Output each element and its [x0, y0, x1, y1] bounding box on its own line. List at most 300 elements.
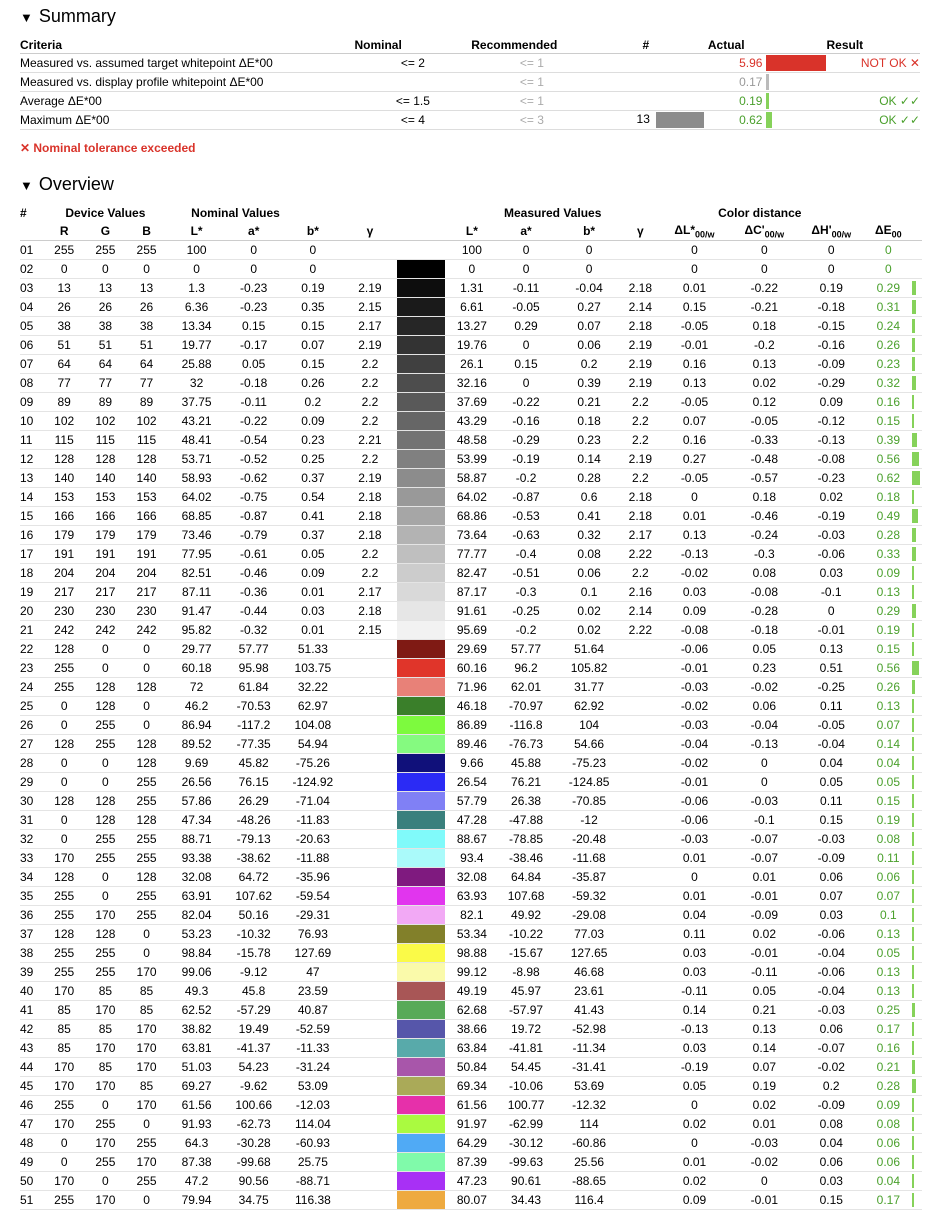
- cell-r: 89: [44, 393, 85, 412]
- cell-nom-l: 98.84: [167, 944, 226, 963]
- cell-r: 179: [44, 526, 85, 545]
- cell-dh: -0.13: [798, 431, 865, 450]
- cell-swatch: [395, 393, 447, 412]
- cell-nom-gamma: 2.18: [344, 488, 395, 507]
- cell-meas-a: -41.81: [496, 1039, 555, 1058]
- cell-dl: -0.19: [658, 1058, 731, 1077]
- collapse-triangle-icon[interactable]: ▼: [20, 178, 33, 193]
- cell-nom-gamma: [344, 1172, 395, 1191]
- color-swatch: [397, 583, 445, 601]
- cell-dl: 0: [658, 1134, 731, 1153]
- cell-swatch: [395, 1058, 447, 1077]
- collapse-triangle-icon[interactable]: ▼: [20, 10, 33, 25]
- cell-meas-l: 93.4: [447, 849, 496, 868]
- cell-meas-l: 77.77: [447, 545, 496, 564]
- de-bar: [912, 699, 914, 713]
- cell-meas-gamma: 2.19: [623, 355, 659, 374]
- cell-g: 255: [85, 241, 126, 260]
- cell-b: 13: [126, 279, 167, 298]
- cell-dc: 0: [731, 241, 798, 260]
- summary-bar: [766, 55, 826, 71]
- cell-num: 47: [20, 1115, 44, 1134]
- cell-meas-a: -0.2: [496, 469, 555, 488]
- cell-b: 0: [126, 925, 167, 944]
- cell-g: 102: [85, 412, 126, 431]
- cell-dl: 0.02: [658, 1172, 731, 1191]
- cell-b: 255: [126, 887, 167, 906]
- cell-r: 140: [44, 469, 85, 488]
- cell-g: 85: [85, 1058, 126, 1077]
- cell-r: 255: [44, 963, 85, 982]
- cell-swatch: [395, 963, 447, 982]
- cell-dh: 0.04: [798, 754, 865, 773]
- cell-nom-l: 13.34: [167, 317, 226, 336]
- overview-row: [20, 811, 922, 830]
- color-swatch: [397, 393, 445, 411]
- cell-nom-b: 0.09: [281, 412, 344, 431]
- color-swatch: [397, 336, 445, 354]
- cell-nom-l: 26.56: [167, 773, 226, 792]
- cell-meas-l: 0: [447, 260, 496, 279]
- cell-g: 191: [85, 545, 126, 564]
- cell-swatch: [395, 1096, 447, 1115]
- cell-de: 0.26: [865, 678, 912, 697]
- cell-nom-l: 53.23: [167, 925, 226, 944]
- cell-meas-gamma: [623, 1039, 659, 1058]
- cell-meas-b: 0.23: [556, 431, 623, 450]
- de-bar-cell: [912, 298, 922, 317]
- de-bar: [912, 889, 914, 903]
- cell-meas-gamma: [623, 925, 659, 944]
- col-meas-a: a*: [520, 224, 532, 238]
- cell-dl: 0.14: [658, 1001, 731, 1020]
- cell-nom-gamma: [344, 944, 395, 963]
- cell-nom-b: -71.04: [281, 792, 344, 811]
- cell-dl: 0.03: [658, 944, 731, 963]
- cell-r: 102: [44, 412, 85, 431]
- de-bar-cell: [912, 621, 922, 640]
- cell-de: 0.28: [865, 526, 912, 545]
- overview-row: [20, 412, 922, 431]
- de-bar-cell: [912, 944, 922, 963]
- cell-g: 255: [85, 963, 126, 982]
- cell-meas-b: -11.34: [556, 1039, 623, 1058]
- color-swatch: [397, 545, 445, 563]
- cell-num: 21: [20, 621, 44, 640]
- cell-meas-l: 26.54: [447, 773, 496, 792]
- cell-num: 36: [20, 906, 44, 925]
- cell-nom-gamma: [344, 1058, 395, 1077]
- cell-meas-gamma: [623, 906, 659, 925]
- cell-meas-b: 0.02: [556, 602, 623, 621]
- cell-meas-a: -0.22: [496, 393, 555, 412]
- cell-dl: 0.01: [658, 887, 731, 906]
- cell-nom-l: 47.2: [167, 1172, 226, 1191]
- summary-bar-cell: [762, 73, 826, 92]
- cell-meas-l: 64.02: [447, 488, 496, 507]
- color-swatch: [397, 507, 445, 525]
- cell-meas-l: 49.19: [447, 982, 496, 1001]
- cell-g: 170: [85, 1134, 126, 1153]
- cell-num: 06: [20, 336, 44, 355]
- cell-nom-gamma: 2.18: [344, 526, 395, 545]
- cell-meas-b: 0.08: [556, 545, 623, 564]
- cell-de: 0.28: [865, 1077, 912, 1096]
- color-swatch: [397, 925, 445, 943]
- de-bar-cell: [912, 1172, 922, 1191]
- cell-g: 255: [85, 716, 126, 735]
- cell-dc: 0: [731, 260, 798, 279]
- cell-meas-l: 61.56: [447, 1096, 496, 1115]
- cell-g: 0: [85, 754, 126, 773]
- cell-swatch: [395, 1115, 447, 1134]
- overview-heading[interactable]: [20, 174, 114, 195]
- de-bar-cell: [912, 1020, 922, 1039]
- de-bar: [912, 357, 915, 371]
- cell-swatch: [395, 469, 447, 488]
- cell-meas-gamma: [623, 1191, 659, 1210]
- cell-nom-l: 62.52: [167, 1001, 226, 1020]
- cell-nom-b: 0.26: [281, 374, 344, 393]
- cell-meas-b: 127.65: [556, 944, 623, 963]
- cell-meas-a: -76.73: [496, 735, 555, 754]
- overview-row: [20, 906, 922, 925]
- color-swatch: [397, 355, 445, 373]
- cell-g: 166: [85, 507, 126, 526]
- cell-nom-a: -9.12: [226, 963, 281, 982]
- cell-b: 0: [126, 260, 167, 279]
- summary-actual: 0.62: [708, 111, 763, 130]
- col-meas-l: L*: [465, 224, 478, 238]
- cell-dc: -0.01: [731, 887, 798, 906]
- cell-dh: 0: [798, 260, 865, 279]
- cell-nom-l: 46.2: [167, 697, 226, 716]
- cell-b: 128: [126, 450, 167, 469]
- de-bar-cell: [912, 792, 922, 811]
- cell-meas-b: -88.65: [556, 1172, 623, 1191]
- cell-meas-gamma: [623, 1077, 659, 1096]
- overview-row: [20, 526, 922, 545]
- color-swatch: [397, 849, 445, 867]
- cell-num: 09: [20, 393, 44, 412]
- cell-meas-a: 0: [496, 241, 555, 260]
- cell-swatch: [395, 1172, 447, 1191]
- cell-nom-gamma: [344, 678, 395, 697]
- summary-recommended: <= 1: [471, 73, 592, 92]
- cell-r: 85: [44, 1039, 85, 1058]
- cell-g: 242: [85, 621, 126, 640]
- overview-table: [20, 204, 922, 1210]
- de-bar-cell: [912, 697, 922, 716]
- cell-nom-a: -79.13: [226, 830, 281, 849]
- de-bar: [912, 756, 914, 770]
- cell-meas-gamma: 2.19: [623, 374, 659, 393]
- de-bar-cell: [912, 469, 922, 488]
- de-bar-cell: [912, 488, 922, 507]
- cell-nom-a: 26.29: [226, 792, 281, 811]
- cell-meas-gamma: [623, 716, 659, 735]
- summary-heading[interactable]: [20, 6, 116, 27]
- col-g: G: [100, 224, 111, 238]
- cell-nom-gamma: 2.2: [344, 412, 395, 431]
- cell-nom-l: 47.34: [167, 811, 226, 830]
- col-de: $\Delta E_{00}$: [875, 222, 902, 240]
- cell-r: 128: [44, 868, 85, 887]
- summary-actual: 0.19: [708, 92, 763, 111]
- cell-swatch: [395, 355, 447, 374]
- cell-nom-a: -57.29: [226, 1001, 281, 1020]
- overview-row: [20, 868, 922, 887]
- cell-meas-b: 0.41: [556, 507, 623, 526]
- cell-b: 255: [126, 792, 167, 811]
- cell-de: 0.05: [865, 773, 912, 792]
- col-nom-gamma: γ: [366, 224, 374, 238]
- cell-meas-b: -11.68: [556, 849, 623, 868]
- cell-nom-l: 49.3: [167, 982, 226, 1001]
- color-swatch: [397, 906, 445, 924]
- cell-nom-b: 0.15: [281, 355, 344, 374]
- cell-nom-l: 0: [167, 260, 226, 279]
- cell-nom-a: -117.2: [226, 716, 281, 735]
- cell-nom-gamma: 2.18: [344, 507, 395, 526]
- cell-meas-a: -30.12: [496, 1134, 555, 1153]
- cell-meas-gamma: [623, 982, 659, 1001]
- de-bar-cell: [912, 1115, 922, 1134]
- cell-r: 170: [44, 1115, 85, 1134]
- summary-bar: [766, 112, 772, 128]
- col-swatch: [395, 222, 447, 241]
- cell-swatch: [395, 564, 447, 583]
- cell-meas-gamma: 2.2: [623, 412, 659, 431]
- cell-nom-a: -0.62: [226, 469, 281, 488]
- cell-nom-b: 40.87: [281, 1001, 344, 1020]
- cell-g: 179: [85, 526, 126, 545]
- cell-de: 0.15: [865, 640, 912, 659]
- cell-nom-l: 37.75: [167, 393, 226, 412]
- cell-dl: 0: [658, 241, 731, 260]
- cell-nom-a: 45.8: [226, 982, 281, 1001]
- cell-nom-b: -11.33: [281, 1039, 344, 1058]
- overview-row: [20, 1153, 922, 1172]
- cell-dl: 0.01: [658, 849, 731, 868]
- cell-nom-l: 48.41: [167, 431, 226, 450]
- cell-nom-l: 6.36: [167, 298, 226, 317]
- cell-de: 0.13: [865, 697, 912, 716]
- cell-g: 0: [85, 887, 126, 906]
- cell-meas-l: 73.64: [447, 526, 496, 545]
- cell-de: 0.09: [865, 1096, 912, 1115]
- cell-nom-b: 0.25: [281, 450, 344, 469]
- de-bar-cell: [912, 583, 922, 602]
- cell-num: 23: [20, 659, 44, 678]
- cell-b: 255: [126, 849, 167, 868]
- cell-meas-a: 19.72: [496, 1020, 555, 1039]
- cell-dl: 0.01: [658, 507, 731, 526]
- color-swatch: [397, 1153, 445, 1171]
- cell-swatch: [395, 659, 447, 678]
- cell-b: 255: [126, 773, 167, 792]
- col-result: Result: [826, 36, 920, 54]
- overview-row: [20, 735, 922, 754]
- summary-nominal: <= 2: [354, 54, 471, 73]
- cell-meas-gamma: 2.14: [623, 298, 659, 317]
- summary-recommended: <= 3: [471, 111, 592, 130]
- color-swatch: [397, 697, 445, 715]
- cell-nom-l: 82.04: [167, 906, 226, 925]
- cell-nom-gamma: 2.19: [344, 279, 395, 298]
- color-swatch: [397, 298, 445, 316]
- cell-de: 0.05: [865, 944, 912, 963]
- cell-nom-b: 62.97: [281, 697, 344, 716]
- cell-b: 170: [126, 963, 167, 982]
- color-swatch: [397, 564, 445, 582]
- cell-meas-b: 0.18: [556, 412, 623, 431]
- color-swatch: [397, 317, 445, 335]
- cell-nom-b: 104.08: [281, 716, 344, 735]
- cell-dc: -0.18: [731, 621, 798, 640]
- cell-meas-l: 29.69: [447, 640, 496, 659]
- cell-meas-gamma: [623, 1058, 659, 1077]
- cell-meas-l: 13.27: [447, 317, 496, 336]
- cell-meas-gamma: [623, 659, 659, 678]
- cell-nom-gamma: [344, 1020, 395, 1039]
- cell-swatch: [395, 374, 447, 393]
- cell-meas-b: 0: [556, 241, 623, 260]
- cell-meas-l: 1.31: [447, 279, 496, 298]
- cell-de: 0.06: [865, 1153, 912, 1172]
- cell-num: 37: [20, 925, 44, 944]
- de-bar-cell: [912, 1191, 922, 1210]
- cell-nom-b: -124.92: [281, 773, 344, 792]
- color-swatch: [397, 868, 445, 886]
- cell-meas-b: 0.6: [556, 488, 623, 507]
- cell-dc: 0.08: [731, 564, 798, 583]
- cell-meas-b: 77.03: [556, 925, 623, 944]
- cell-meas-a: 45.88: [496, 754, 555, 773]
- cell-b: 140: [126, 469, 167, 488]
- cell-b: 170: [126, 1020, 167, 1039]
- overview-row: [20, 488, 922, 507]
- cell-dl: 0.04: [658, 906, 731, 925]
- cell-dc: 0.02: [731, 374, 798, 393]
- cell-nom-gamma: [344, 963, 395, 982]
- cell-g: 217: [85, 583, 126, 602]
- cell-nom-b: 53.09: [281, 1077, 344, 1096]
- cell-r: 0: [44, 811, 85, 830]
- cell-r: 255: [44, 659, 85, 678]
- cell-nom-l: 61.56: [167, 1096, 226, 1115]
- cell-nom-b: 0.03: [281, 602, 344, 621]
- cell-r: 0: [44, 697, 85, 716]
- cell-b: 166: [126, 507, 167, 526]
- cell-g: 140: [85, 469, 126, 488]
- cell-dh: 0.02: [798, 488, 865, 507]
- cell-dh: 0: [798, 602, 865, 621]
- cell-nom-b: 127.69: [281, 944, 344, 963]
- cell-meas-l: 57.79: [447, 792, 496, 811]
- overview-row: [20, 336, 922, 355]
- color-swatch: [397, 1001, 445, 1019]
- color-swatch: [397, 811, 445, 829]
- cell-dh: -0.04: [798, 944, 865, 963]
- cell-dc: 0: [731, 773, 798, 792]
- cell-nom-b: -29.31: [281, 906, 344, 925]
- cell-r: 0: [44, 830, 85, 849]
- cell-r: 170: [44, 1077, 85, 1096]
- cell-dc: -0.28: [731, 602, 798, 621]
- cell-dc: 0.14: [731, 1039, 798, 1058]
- cell-g: 85: [85, 1020, 126, 1039]
- cell-num: 24: [20, 678, 44, 697]
- overview-row: [20, 982, 922, 1001]
- cell-nom-b: 54.94: [281, 735, 344, 754]
- cell-nom-a: 45.82: [226, 754, 281, 773]
- cell-meas-gamma: [623, 241, 659, 260]
- col-count: #: [593, 36, 708, 54]
- cell-de: 0.49: [865, 507, 912, 526]
- cell-dh: 0.03: [798, 564, 865, 583]
- color-swatch: [397, 374, 445, 392]
- cell-meas-gamma: [623, 830, 659, 849]
- cell-b: 242: [126, 621, 167, 640]
- cell-dl: -0.01: [658, 659, 731, 678]
- cell-nom-l: 53.71: [167, 450, 226, 469]
- cell-meas-a: -70.97: [496, 697, 555, 716]
- de-bar: [912, 1003, 915, 1017]
- de-bar-cell: [912, 906, 922, 925]
- summary-count: [593, 73, 708, 92]
- color-swatch: [397, 241, 445, 259]
- overview-row: [20, 925, 922, 944]
- cell-meas-b: 0.21: [556, 393, 623, 412]
- cell-nom-gamma: [344, 887, 395, 906]
- cell-meas-gamma: [623, 849, 659, 868]
- cell-nom-l: 88.71: [167, 830, 226, 849]
- de-bar: [912, 870, 914, 884]
- cell-num: 07: [20, 355, 44, 374]
- cell-nom-a: -41.37: [226, 1039, 281, 1058]
- cell-dl: -0.06: [658, 640, 731, 659]
- color-swatch: [397, 887, 445, 905]
- cell-meas-l: 9.66: [447, 754, 496, 773]
- summary-bar-cell: [762, 111, 826, 130]
- group-measured: Measured Values: [503, 206, 602, 220]
- cell-meas-l: 50.84: [447, 1058, 496, 1077]
- cell-dl: 0.13: [658, 374, 731, 393]
- cell-swatch: [395, 336, 447, 355]
- cell-de: 0.13: [865, 583, 912, 602]
- de-bar: [912, 927, 914, 941]
- summary-actual: 5.96: [708, 54, 763, 73]
- cell-dc: 0.18: [731, 317, 798, 336]
- de-bar: [912, 452, 919, 466]
- cell-b: 0: [126, 640, 167, 659]
- cell-nom-gamma: [344, 1096, 395, 1115]
- cell-g: 170: [85, 906, 126, 925]
- cell-de: 0.09: [865, 564, 912, 583]
- cell-dc: 0.13: [731, 1020, 798, 1039]
- cell-nom-l: 63.81: [167, 1039, 226, 1058]
- cell-swatch: [395, 640, 447, 659]
- cell-nom-l: 69.27: [167, 1077, 226, 1096]
- summary-bar: [766, 93, 769, 109]
- de-bar-cell: [912, 830, 922, 849]
- cell-swatch: [395, 678, 447, 697]
- cell-nom-b: 23.59: [281, 982, 344, 1001]
- cell-nom-a: 76.15: [226, 773, 281, 792]
- cell-meas-a: 76.21: [496, 773, 555, 792]
- de-bar: [912, 813, 914, 827]
